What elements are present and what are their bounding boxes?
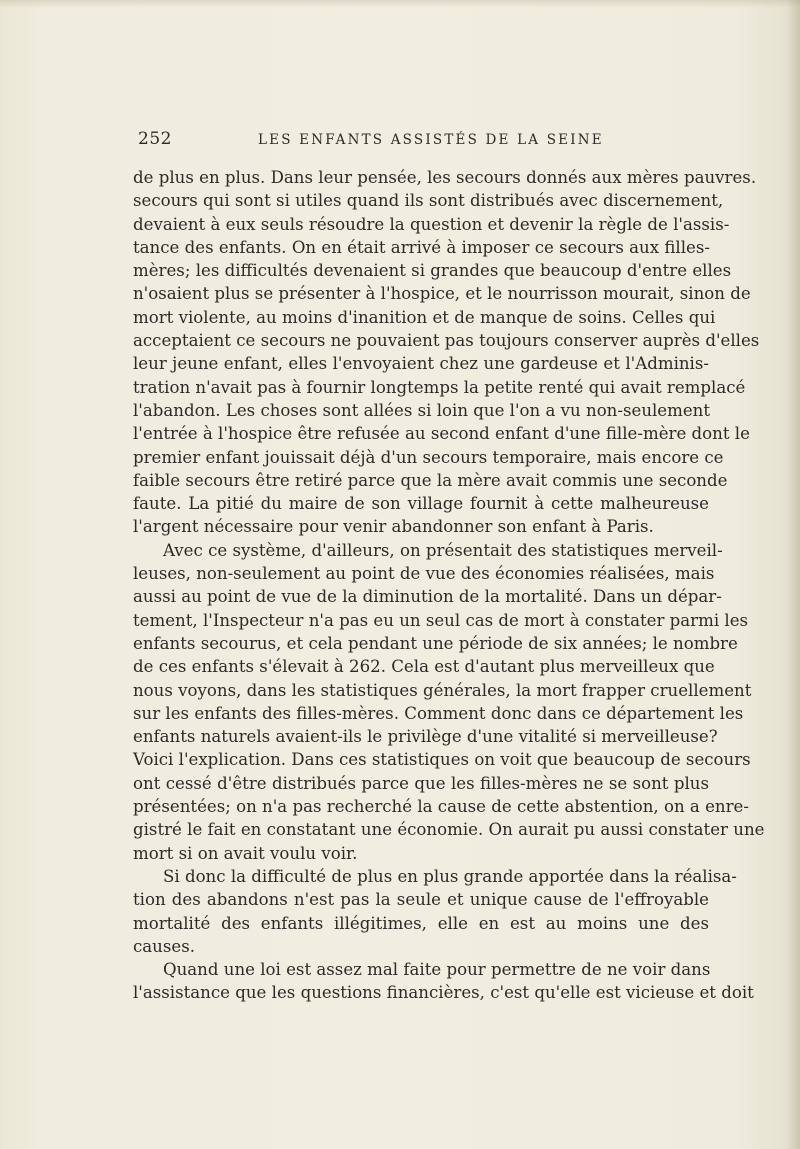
page-shadow-right (786, 0, 800, 1149)
text-line: de ces enfants s'élevait à 262. Cela est d'autant plus merveilleux que (133, 657, 715, 677)
text-line: enfants naturels avaient-ils le privilège d'une vitalité si merveilleuse? (133, 727, 718, 747)
text-line: devaient à eux seuls résoudre la question et devenir la règle de l'assis- (133, 214, 730, 234)
text-line: tion des abandons n'est pas la seule et unique cause de l'effroyable (133, 890, 709, 910)
paragraph (133, 865, 737, 958)
running-header (138, 129, 708, 151)
text-line: l'abandon. Les choses sont allées si loin que l'on a vu non-seulement (133, 400, 711, 420)
text-line: causes. (133, 936, 195, 956)
text-line: l'assistance que les questions financières, c'est qu'elle est vicieuse et doit (133, 983, 754, 1003)
paragraph (133, 539, 765, 865)
text-line: leur jeune enfant, elles l'envoyaient chez une gardeuse et l'Adminis- (133, 354, 709, 374)
text-line: faible secours être retiré parce que la mère avait commis une seconde (133, 470, 728, 490)
text-line: présentées; on n'a pas recherché la cause de cette abstention, on a enre- (133, 797, 749, 817)
text-line: enfants secourus, et cela pendant une période de six années; le nombre (133, 633, 738, 653)
paragraph (133, 958, 754, 1005)
text-line: mortalité des enfants illégitimes, elle en est au moins une des (133, 913, 709, 933)
text-line: mères; les difficultés devenaient si grandes que beaucoup d'entre elles (133, 261, 732, 281)
text-line: n'osaient plus se présenter à l'hospice, et le nourrisson mourait, sinon de (133, 284, 751, 304)
paragraph (133, 166, 760, 539)
page-shadow-top (0, 0, 800, 8)
text-line: l'argent nécessaire pour venir abandonner son enfant à Paris. (133, 517, 654, 537)
running-title: LES ENFANTS ASSISTÉS DE LA SEINE (258, 132, 604, 148)
text-line: Voici l'explication. Dans ces statistiques on voit que beaucoup de secours (133, 750, 751, 770)
text-line: mort violente, au moins d'inanition et de manque de soins. Celles qui (133, 307, 716, 327)
text-line: gistré le fait en constatant une économie. On aurait pu aussi constater une (133, 820, 765, 840)
page-number: 252 (138, 129, 172, 149)
text-line: aussi au point de vue de la diminution de la mortalité. Dans un dépar- (133, 587, 722, 607)
text-line: Avec ce système, d'ailleurs, on présentait des statistiques merveil- (163, 540, 723, 560)
body-text (133, 166, 765, 1005)
text-line: acceptaient ce secours ne pouvaient pas toujours conserver auprès d'elles (133, 331, 760, 351)
text-line: tance des enfants. On en était arrivé à imposer ce secours aux filles- (133, 237, 710, 257)
text-line: faute. La pitié du maire de son village fournit à cette malheureuse (133, 494, 709, 514)
text-line: nous voyons, dans les statistiques générales, la mort frapper cruellement (133, 680, 752, 700)
text-line: premier enfant jouissait déjà d'un secours temporaire, mais encore ce (133, 447, 724, 467)
text-line: ont cessé d'être distribués parce que les filles-mères ne se sont plus (133, 773, 709, 793)
text-line: Si donc la difficulté de plus en plus grande apportée dans la réalisa- (163, 866, 737, 886)
text-line: tement, l'Inspecteur n'a pas eu un seul cas de mort à constater parmi les (133, 610, 749, 630)
text-line: mort si on avait voulu voir. (133, 843, 358, 863)
text-line: sur les enfants des filles-mères. Comment donc dans ce département les (133, 703, 744, 723)
text-line: tration n'avait pas à fournir longtemps la petite renté qui avait remplacé (133, 377, 746, 397)
text-line: l'entrée à l'hospice être refusée au second enfant d'une fille-mère dont le (133, 424, 750, 444)
text-line: Quand une loi est assez mal faite pour permettre de ne voir dans (163, 960, 711, 980)
text-line: secours qui sont si utiles quand ils sont distribués avec discernement, (133, 191, 724, 211)
text-line: leuses, non-seulement au point de vue des économies réalisées, mais (133, 564, 715, 584)
text-line: de plus en plus. Dans leur pensée, les secours donnés aux mères pauvres. (133, 168, 757, 187)
